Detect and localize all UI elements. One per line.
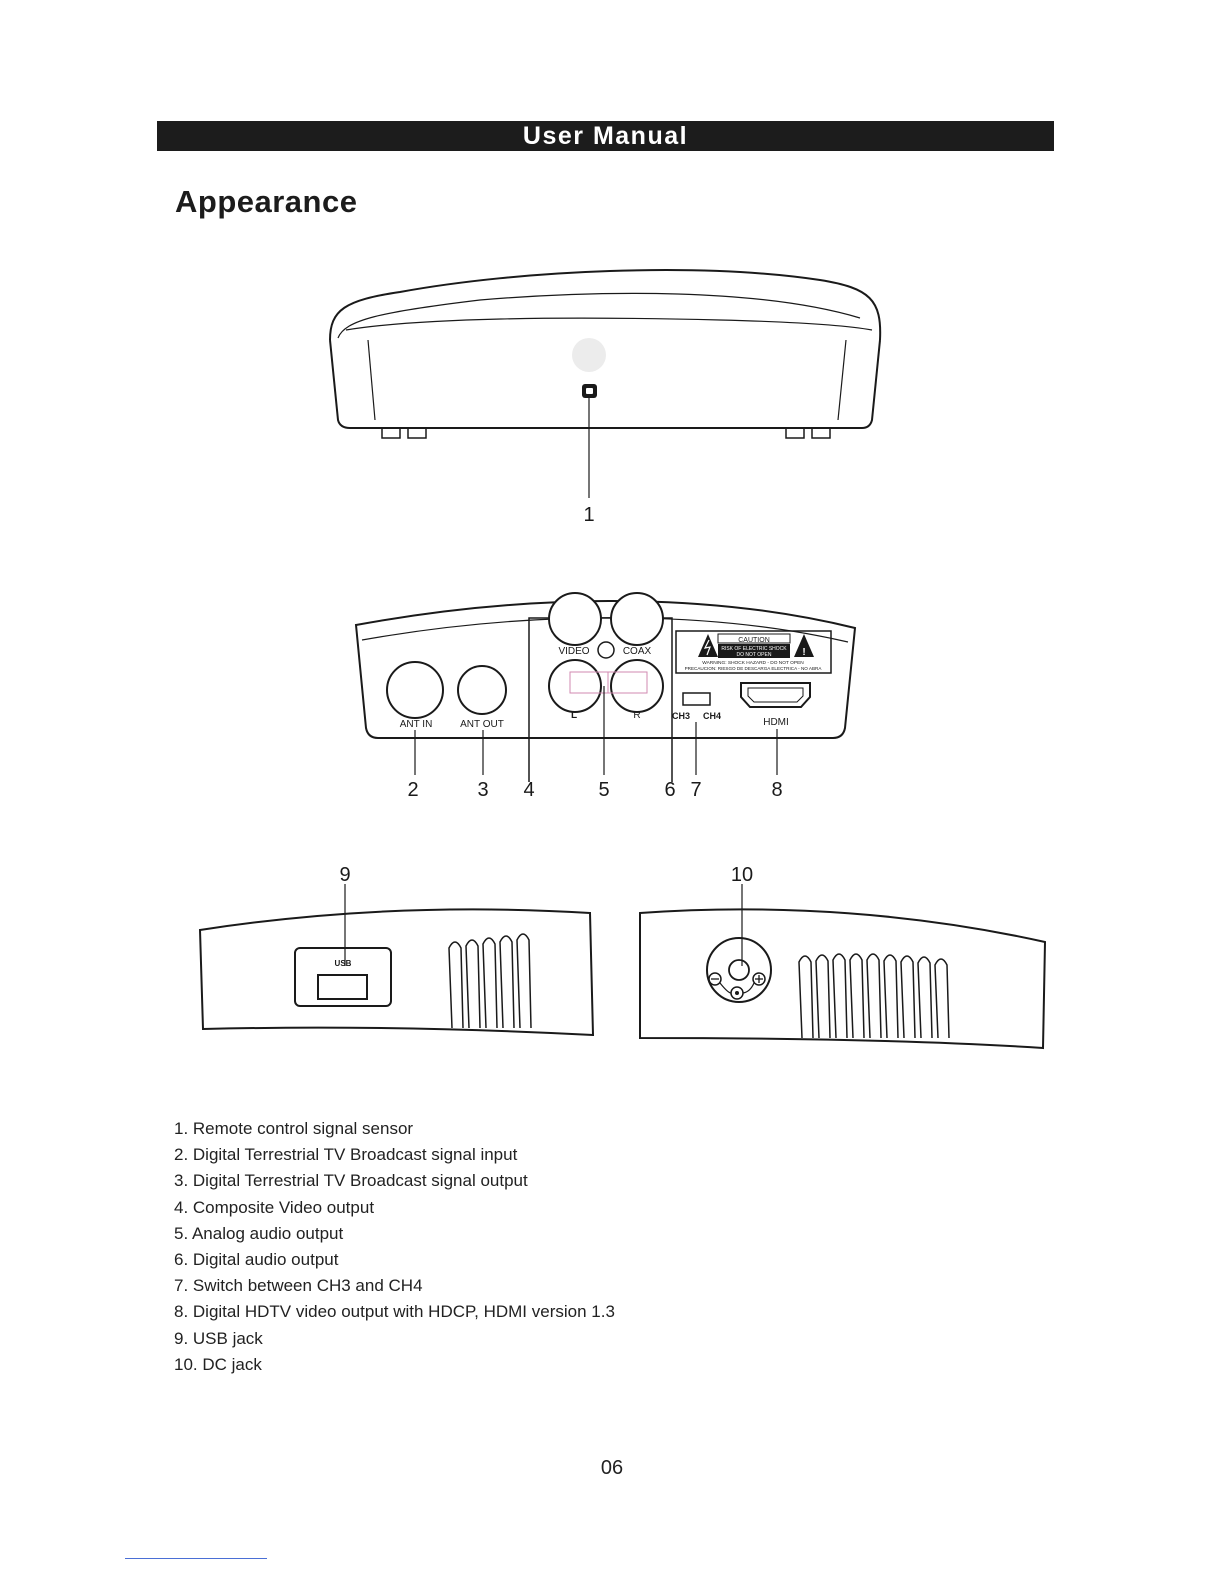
video-jack bbox=[549, 593, 601, 645]
legend-item: 4. Composite Video output bbox=[174, 1197, 375, 1217]
legend-item: 1. Remote control signal sensor bbox=[174, 1119, 414, 1138]
callout-1: 1 bbox=[583, 504, 595, 526]
side-view-dc bbox=[640, 864, 1045, 1048]
usb-jack-frame bbox=[295, 948, 391, 1006]
rear-view bbox=[356, 593, 855, 801]
audio-left-label: L bbox=[570, 710, 578, 721]
callout-5: 5 bbox=[598, 779, 610, 801]
legend-item: 10. DC jack bbox=[174, 1354, 262, 1374]
legend-item: 7. Switch between CH3 and CH4 bbox=[174, 1276, 423, 1296]
callout-7: 7 bbox=[690, 779, 702, 801]
coax-label: COAX bbox=[622, 646, 652, 657]
callout-4: 4 bbox=[523, 779, 535, 801]
caution-warning: WARNING: SHOCK HAZARD - DO NOT OPEN bbox=[702, 661, 804, 666]
callout-10: 10 bbox=[730, 864, 754, 886]
usb-label: USB bbox=[334, 959, 352, 968]
caution-precaucion: PRECAUCION: RIESGO DE DESCARGA ELECTRICA - NO ABRA bbox=[684, 666, 822, 671]
callout-3: 3 bbox=[477, 779, 489, 801]
svg-text:!: ! bbox=[802, 647, 806, 658]
ch-switch bbox=[683, 693, 710, 705]
audio-right-label: R bbox=[633, 710, 641, 721]
caution-line1: RISK OF ELECTRIC SHOCK bbox=[721, 646, 787, 652]
ch3-label: CH3 bbox=[671, 711, 691, 721]
caution-line2: DO NOT OPEN bbox=[736, 652, 772, 658]
ant-out-label: ANT OUT bbox=[460, 719, 504, 730]
page-number: 06 bbox=[600, 1457, 624, 1479]
callout-9: 9 bbox=[339, 864, 351, 886]
ch4-label: CH4 bbox=[702, 711, 722, 721]
usb-jack bbox=[318, 975, 367, 999]
footer-divider bbox=[125, 1558, 267, 1559]
callout-6: 6 bbox=[664, 779, 676, 801]
legend-list bbox=[174, 1116, 615, 1378]
legend-item: 3. Digital Terrestrial TV Broadcast signal output bbox=[174, 1171, 528, 1191]
callout-2: 2 bbox=[407, 779, 419, 801]
side-view-usb bbox=[200, 864, 593, 1035]
header-title: User Manual bbox=[522, 122, 689, 150]
legend-item: 8. Digital HDTV video output with HDCP, HDMI version 1.3 bbox=[174, 1302, 615, 1322]
front-view bbox=[330, 270, 880, 526]
audio-left-jack bbox=[549, 660, 601, 712]
coax-jack bbox=[611, 593, 663, 645]
legend-item: 5. Analog audio output bbox=[174, 1223, 344, 1243]
video-label: VIDEO bbox=[558, 646, 590, 657]
ant-in-port bbox=[387, 662, 443, 718]
hdmi-port bbox=[741, 683, 810, 707]
legend-item: 2. Digital Terrestrial TV Broadcast signal input bbox=[174, 1145, 518, 1165]
ir-window bbox=[572, 338, 606, 372]
hdmi-label: HDMI bbox=[763, 717, 789, 728]
caution-title: CAUTION bbox=[738, 637, 770, 644]
legend-item: 9. USB jack bbox=[174, 1328, 263, 1348]
dc-jack bbox=[707, 938, 771, 1002]
section-title: Appearance bbox=[175, 184, 358, 219]
audio-right-jack bbox=[611, 660, 663, 712]
legend-item: 6. Digital audio output bbox=[174, 1250, 339, 1270]
ant-out-port bbox=[458, 666, 506, 714]
ant-in-label: ANT IN bbox=[399, 719, 433, 730]
callout-8: 8 bbox=[771, 779, 783, 801]
